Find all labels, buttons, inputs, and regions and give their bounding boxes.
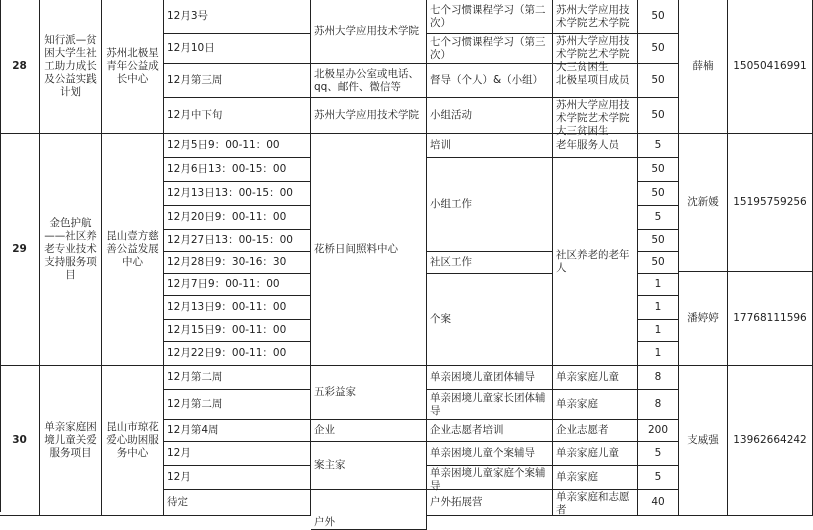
row-29-date-2: 12月6日13：00-15：00 (164, 158, 311, 182)
row-30-place-1: 五彩益家 (311, 366, 427, 420)
row-28-target-3: 北极星项目成员 (553, 64, 638, 98)
row-30-project-name: 单亲家庭困境儿童关爱服务项目 (40, 366, 102, 516)
row-29-activity-casework: 个案 (427, 274, 553, 366)
row-28-count-1: 50 (638, 0, 679, 34)
row-28-activity-1: 七个习惯课程学习（第二次） (427, 0, 553, 34)
row-30-number: 30 (0, 366, 40, 516)
row-30-activity-3: 企业志愿者培训 (427, 420, 553, 442)
row-29-count-4: 5 (638, 206, 679, 230)
row-30-count-1: 8 (638, 366, 679, 390)
row-29-count-10: 1 (638, 342, 679, 366)
row-29-phone-1: 15195759256 (728, 134, 813, 272)
row-30-place-3: 案主家 (311, 442, 427, 490)
row-30-date-2: 12月第二周 (164, 390, 311, 420)
row-28-activity-4: 小组活动 (427, 98, 553, 134)
row-28-organization: 苏州北极星青年公益成长中心 (102, 0, 164, 134)
row-29-date-4: 12月20日9：00-11：00 (164, 206, 311, 230)
row-30-count-2: 8 (638, 390, 679, 420)
row-30-activity-6: 户外拓展营 (427, 490, 553, 516)
row-30-activity-1: 单亲困境儿童团体辅导 (427, 366, 553, 390)
row-29-count-2: 50 (638, 158, 679, 182)
row-30-date-3: 12月第4周 (164, 420, 311, 442)
row-28-number: 28 (0, 0, 40, 134)
row-30-target-5: 单亲家庭 (553, 466, 638, 490)
row-29-date-10: 12月22日9：00-11：00 (164, 342, 311, 366)
row-30-organization: 昆山市琼花爱心助困服务中心 (102, 366, 164, 516)
row-28-target-4: 苏州大学应用技术学院艺术学院大三贫困生 (553, 98, 638, 134)
row-29-organization: 昆山壹方慈善公益发展中心 (102, 134, 164, 366)
row-28-target-2: 苏州大学应用技术学院艺术学院大三贫困生 (553, 34, 638, 64)
row-30-place-2: 企业 (311, 420, 427, 442)
row-28-target-1: 苏州大学应用技术学院艺术学院 (553, 0, 638, 34)
row-29-contact-2: 潘婷婷 (679, 272, 728, 366)
row-29-contact-1: 沈新媛 (679, 134, 728, 272)
table-left-border (0, 0, 1, 512)
row-29-phone-2: 17768111596 (728, 272, 813, 366)
row-29-date-5: 12月27日13：00-15：00 (164, 230, 311, 252)
row-28-date-4: 12月中下旬 (164, 98, 311, 134)
row-29-count-7: 1 (638, 274, 679, 296)
row-28-count-3: 50 (638, 64, 679, 98)
row-29-count-6: 50 (638, 252, 679, 274)
row-29-date-1: 12月5日9：00-11：00 (164, 134, 311, 158)
row-29-training-target: 老年服务人员 (553, 134, 638, 158)
row-29-date-8: 12月13日9：00-11：00 (164, 296, 311, 320)
row-30-target-4: 单亲家庭儿童 (553, 442, 638, 466)
row-28-contact: 薛楠 (679, 0, 728, 134)
row-28-date-2: 12月10日 (164, 34, 311, 64)
row-30-date-4: 12月 (164, 442, 311, 466)
row-30-count-3: 200 (638, 420, 679, 442)
row-28-count-2: 50 (638, 34, 679, 64)
row-28-phone: 15050416991 (728, 0, 813, 134)
row-30-activity-2: 单亲困境儿童家长团体辅导 (427, 390, 553, 420)
row-28-place-3: 北极星办公室或电话、qq、邮件、微信等 (311, 64, 427, 98)
row-30-contact: 支威强 (679, 366, 728, 516)
row-29-count-8: 1 (638, 296, 679, 320)
row-30-target-1: 单亲家庭儿童 (553, 366, 638, 390)
row-30-date-6: 待定 (164, 490, 311, 516)
row-29-count-1: 5 (638, 134, 679, 158)
row-28-place-4: 苏州大学应用技术学院 (311, 98, 427, 134)
row-29-count-5: 50 (638, 230, 679, 252)
row-28-place-1: 苏州大学应用技术学院 (311, 0, 427, 64)
row-30-count-5: 5 (638, 466, 679, 490)
row-29-activity-training: 培训 (427, 134, 553, 158)
row-30-activity-5: 单亲困境儿童家庭个案辅导 (427, 466, 553, 490)
row-29-place: 花桥日间照料中心 (311, 134, 427, 366)
row-30-phone: 13962664242 (728, 366, 813, 516)
row-29-project-name: 金色护航——社区养老专业技术支持服务项目 (40, 134, 102, 366)
row-30-date-1: 12月第二周 (164, 366, 311, 390)
row-29-count-9: 1 (638, 320, 679, 342)
row-29-date-3: 12月13日13：00-15：00 (164, 182, 311, 206)
row-30-count-4: 5 (638, 442, 679, 466)
row-29-activity-group-work: 小组工作 (427, 158, 553, 252)
row-30-activity-4: 单亲困境儿童个案辅导 (427, 442, 553, 466)
row-30-target-2: 单亲家庭 (553, 390, 638, 420)
row-30-place-4: 户外 (311, 490, 427, 530)
row-29-count-3: 50 (638, 182, 679, 206)
row-29-number: 29 (0, 134, 40, 366)
row-29-date-9: 12月15日9：00-11：00 (164, 320, 311, 342)
row-29-activity-community-work: 社区工作 (427, 252, 553, 274)
row-29-date-7: 12月7日9：00-11：00 (164, 274, 311, 296)
row-28-count-4: 50 (638, 98, 679, 134)
row-28-date-3: 12月第三周 (164, 64, 311, 98)
row-28-date-1: 12月3号 (164, 0, 311, 34)
row-29-date-6: 12月28日9：30-16：30 (164, 252, 311, 274)
row-30-date-5: 12月 (164, 466, 311, 490)
row-30-target-6: 单亲家庭和志愿者 (553, 490, 638, 516)
row-30-target-3: 企业志愿者 (553, 420, 638, 442)
row-28-activity-3: 督导（个人）&（小组） (427, 64, 553, 98)
row-30-count-6: 40 (638, 490, 679, 516)
row-28-activity-2: 七个习惯课程学习（第三次） (427, 34, 553, 64)
row-28-project-name: 知行派—贫困大学生社工助力成长及公益实践计划 (40, 0, 102, 134)
row-29-service-target: 社区养老的老年人 (553, 158, 638, 366)
